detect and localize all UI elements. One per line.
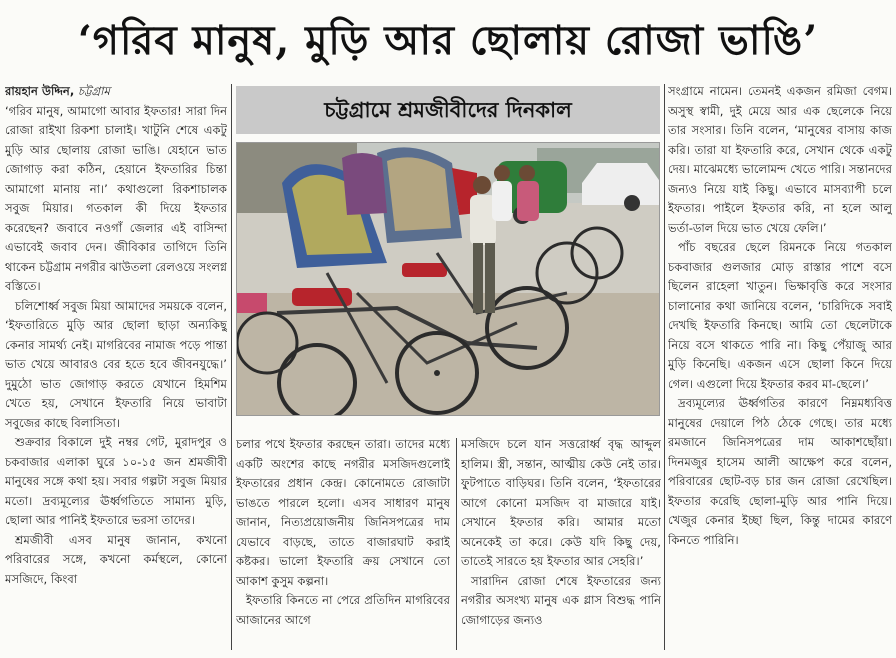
paragraph: ‘গরিব মানুষ, আমাগো আবার ইফতার! সারা দিন রোজা রাইখা রিকশা চালাই। খাটুনি শেষে একটু মুড়ি আর ছোলায় রোজা ভাঙি। যেহানে ভাত জোগাড় করা কঠিন, হেয়ানে ইফতারির চিন্তা আমাগো মানায় না।’ কথাগুলো রিকশাচালক সবুজ মিয়ার। গতকাল কী দিয়ে ইফতার করেছেন? জবাবে নওগাঁ জেলার এই বাসিন্দা এভাবেই জবাব দেন। জীবিকার তাগিদে তিনি থাকেন চট্টগ্রাম নগরীর ঝাউতলা রেলওয়ে সংলগ্ন বস্তিতে। (5, 103, 227, 293)
paragraph: চলার পথে ইফতার করছেন তারা। তাদের মধ্যে একটি অংশের কাছে নগরীর মসজিদগুলোই ইফতারের প্রধান কেন্দ্র। কোনোমতে রোজাটা ভাঙতে পারলে হলো। এসব সাধারণ মানুষ জানান, নিত্যপ্রয়োজনীয় জিনিসপত্রের দাম যেভাবে বাড়ছে, তাতে বাজারঘাট করাই কষ্টকর। ভালো ইফতারি ক্রয় সেখানে তো আকাশ কুসুম কল্পনা। (236, 437, 450, 588)
byline (5, 82, 227, 102)
column-divider (456, 438, 457, 650)
paragraph: শুক্রবার বিকালে দুই নম্বর গেট, মুরাদপুর ও চকবাজার এলাকা ঘুরে ১০-১৫ জন শ্রমজীবী মানুষের সঙ্গে কথা হয়। সবার গল্পটা সবুজ মিয়ার মতো। দ্রব্যমূল্যের ঊর্ধ্বগতিতে সামান্য মুড়ি, ছোলা আর পানিই ইফতারে ভরসা তাদের। (5, 435, 227, 527)
column-divider (231, 84, 232, 650)
rickshaw-photo (236, 142, 660, 416)
paragraph: সংগ্রামে নামেন। তেমনই একজন রমিজা বেগম। অসুস্থ স্বামী, দুই মেয়ে আর এক ছেলেকে নিয়ে তার সংসার। তিনি বলেন, ‘মানুষের বাসায় কাজ করি। তারা যা ইফতারি করে, সেখান থেকে একটু দেয়। মাঝেমধ্যে ভালোমন্দ খেতে পারি। সন্তানদের জন্যও নিয়ে যাই কিছু। এভাবে মাসব্যাপী চলে ইফতার। পাইলে ইফতার করি, না হলে আলু ভর্তা-ডাল দিয়ে ভাত খেয়ে ফেলি।’ (668, 84, 892, 235)
paragraph: মসজিদে চলে যান সত্তরোর্ধ্ব বৃদ্ধ আব্দুল হালিম। স্ত্রী, সন্তান, আত্মীয় কেউ নেই তার। ফুটপাতে বাড়িঘর। তিনি বলেন, ‘ইফতারের আগে কোনো মসজিদ বা মাজারে যাই। সেখানে ইফতার করি। আমার মতো অনেকেই তা করে। কেউ যদি কিছু দেয়, তাতেই সারতে হয় ইফতার আর সেহরি।’ (461, 437, 661, 568)
paragraph: ইফতারি কিনতে না পেরে প্রতিদিন মাগরিবের আজানের আগে (236, 593, 450, 627)
paragraph: শ্রমজীবী এসব মানুষ জানান, কখনো পরিবারের সঙ্গে, কখনো কর্মস্থলে, কোনো মসজিদে, কিংবা (5, 532, 227, 586)
byline-author: রায়হান উদ্দিন, (5, 84, 75, 98)
article-column-3 (461, 435, 661, 653)
article-column-2 (236, 435, 450, 653)
paragraph: সারাদিন রোজা শেষে ইফতারের জন্য নগরীর অসংখ্য মানুষ এক গ্লাস বিশুদ্ধ পানি জোগাড়ের জন্যও (461, 573, 661, 627)
section-banner: চট্টগ্রামে শ্রমজীবীদের দিনকাল (236, 86, 660, 134)
column-divider (664, 84, 665, 650)
paragraph: দ্রব্যমূল্যের ঊর্ধ্বগতির কারণে নিম্নমধ্যবিত্ত মানুষের দেয়ালে পিঠ ঠেকে গেছে। তার মধ্যে রমজানে জিনিসপত্রের দাম আকাশছোঁয়া। দিনমজুর হাসেম আলী আক্ষেপ করে বলেন, পরিবারের ছোট-বড় চার জন রোজা রেখেছিল। ইফতার করেছি ছোলা-মুড়ি আর পানি দিয়ে। খেজুর কেনার ইচ্ছা ছিল, কিন্তু দামের কারণে কিনতে পারিনি। (668, 396, 892, 547)
article-column-4 (668, 82, 892, 654)
paragraph: পাঁচ বছরের ছেলে রিমনকে নিয়ে গতকাল চকবাজার গুলজার মোড় রাস্তার পাশে বসে ছিলেন রাহেলা খাতুন। ভিক্ষাবৃত্তি করে সংসার চালানোর কথা জানিয়ে বলেন, ‘চারিদিকে সবাই দেখছি ইফতারি কিনছে। আমি তো ছেলেটাকে নিয়ে বসে থাকতে পারি না। কিছু পেঁয়াজু আর মুড়ি কিনেছি। একজন এসে ছোলা কিনে দিয়ে গেল। এগুলো দিয়ে ইফতার করব মা-ছেলে।’ (668, 240, 892, 391)
byline-place: চট্টগ্রাম (77, 84, 110, 98)
paragraph: চলিশোর্ধ্ব সবুজ মিয়া আমাদের সময়কে বলেন, ‘ইফতারিতে মুড়ি আর ছোলা ছাড়া অন্যকিছু কেনার সামর্থ্য নেই। মাগরিবের নামাজ পড়ে পান্তা ভাত খেয়ে আবারও বের হতে হবে জীবনযুদ্ধে।’ দুমুঠো ভাত জোগাড় করতে যেখানে হিমশিম খেতে হয়, সেখানে ইফতারি নিয়ে ভাবাটা সবুজের কাছে বিলাসিতা। (5, 298, 227, 430)
article-column-1 (5, 82, 227, 654)
headline: ‘গরিব মানুষ, মুড়ি আর ছোলায় রোজা ভাঙি’ (77, 17, 819, 64)
